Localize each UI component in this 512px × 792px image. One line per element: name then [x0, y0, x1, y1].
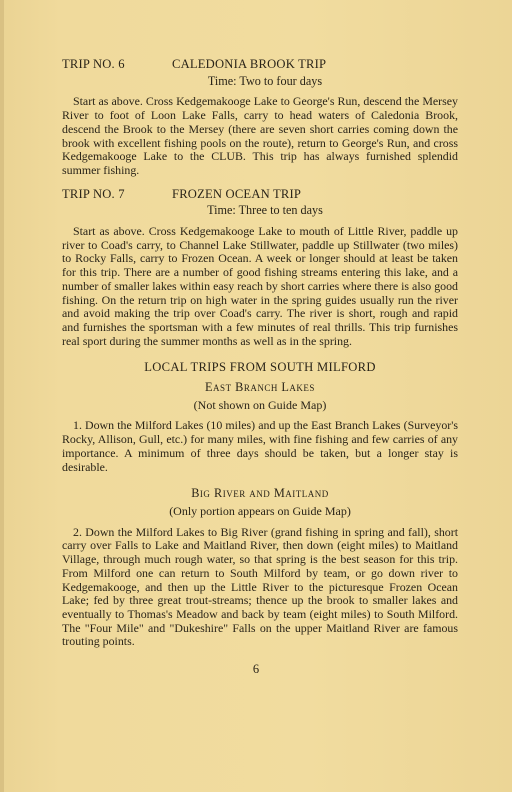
- east-branch-body: 1. Down the Milford Lakes (10 miles) and up the East Branch Lakes (Surveyor's Rocky, Allison, Gull, etc.) for many miles, with fine fishing and few carries of any importance. A minimum of three days should be taken, but a longer stay is desirable.: [62, 418, 458, 474]
- local-trips-title: LOCAL TRIPS FROM SOUTH MILFORD: [144, 360, 376, 375]
- trip-7-body: Start as above. Cross Kedgemakooge Lake to mouth of Little River, paddle up river to Coad's carry, to Channel Lake Stillwater, paddle up Stillwater (two miles) to Rocky Falls, carry to Frozen Ocean. A week or longer should at least be taken for this trip. There are a number of good fishing streams entering this lake, and a number of smaller lakes within easy reach by short carries where there is also good fishing. On the return trip on high water in the spring guides usually run the river and avoid making the trip over Coad's carry. The river is short, rough and rapid and furnishes the sportsman with a few minutes of real thrills. This trip furnishes real sport during the summer months as well as in the spring.: [62, 224, 458, 348]
- big-river-heading: Big River and Maitland: [191, 486, 329, 501]
- trip-6-number: TRIP NO. 6: [62, 57, 125, 71]
- trip-7-title: FROZEN OCEAN TRIP: [172, 186, 302, 201]
- east-branch-heading: East Branch Lakes: [205, 380, 315, 395]
- trip-6-time: Time: Two to four days: [207, 73, 323, 88]
- trip-6-title: CALEDONIA BROOK TRIP: [172, 57, 327, 71]
- big-river-body: 2. Down the Milford Lakes to Big River (grand fishing in spring and fall), short carry over Falls to Lake and Maitland River, then down (eight miles) to Maitland Village, through much rough water, so that spring is the best season for this trip. From Milford one can return to South Milford by team, or go down river to Kedgemakooge, and then up the Little River to the picturesque Frozen Ocean Lake; fed by three great trout-streams; thence up the brook to smaller lakes and eventually to Thomas's Meadow and back by team (eight miles) to South Milford. The "Four Mile" and "Dukeshire" Falls on the upper Maitland River are famous trouting points.: [62, 524, 458, 649]
- trip-7-number: TRIP NO. 7: [62, 186, 125, 201]
- trip-6-body: Start as above. Cross Kedgemakooge Lake to George's Run, descend the Mersey River to foot of Loon Lake Falls, carry to head waters of Caledonia Brook, descend the Brook to the Mersey (there are seven short carries coming down the brook with excellent fishing pools on the route), return to George's Run, and cross Kedgemakooge Lake to the CLUB. This trip has always furnished splendid summer fishing.: [62, 94, 458, 177]
- east-branch-note: (Not shown on Guide Map): [193, 397, 327, 412]
- trip-6-heading: [62, 58, 458, 72]
- page-number: 6: [252, 662, 260, 676]
- page-content: [62, 58, 458, 649]
- big-river-note: (Only portion appears on Guide Map): [169, 503, 351, 518]
- trip-7-time: Time: Three to ten days: [207, 203, 323, 218]
- trip-7-heading: [62, 188, 458, 202]
